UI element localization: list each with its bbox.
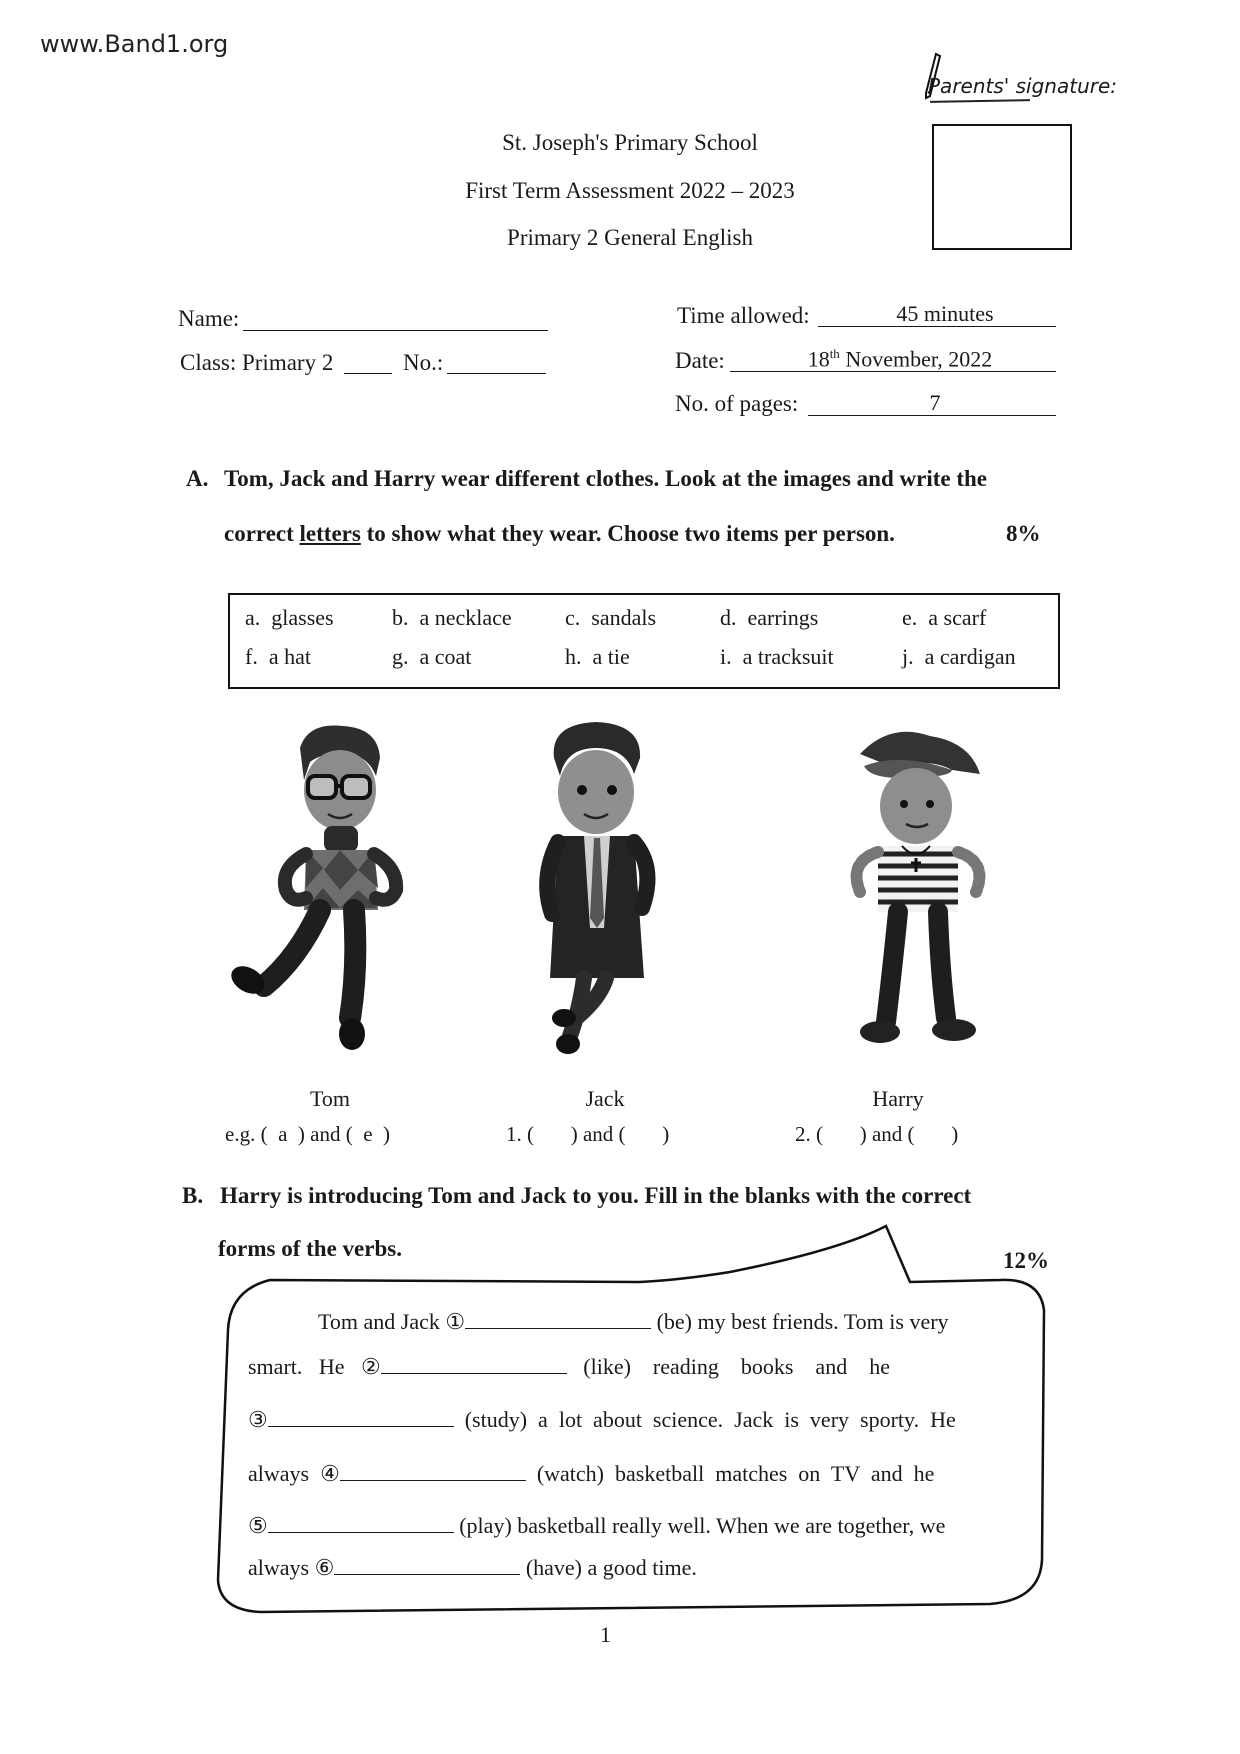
page-number: 1 [600, 1622, 611, 1647]
time-allowed-value: 45 minutes [896, 301, 994, 326]
word-option-c [565, 605, 656, 631]
answer-2-harry[interactable]: 2. ( ) and ( ) [795, 1122, 959, 1146]
watermark-url: www.Band1.org [40, 30, 229, 58]
bubble-line-3 [248, 1404, 956, 1433]
class-field[interactable] [344, 373, 392, 374]
word-option-d [720, 605, 818, 631]
bubble-line-6 [248, 1552, 697, 1581]
word-option-g [392, 644, 471, 670]
section-a-underlined-word: letters [299, 521, 361, 546]
blank-1-field[interactable] [465, 1306, 651, 1329]
section-a-marks: 8% [1006, 521, 1041, 546]
subject-title: Primary 2 General English [507, 225, 753, 250]
option-text: earrings [747, 605, 819, 630]
section-a-line2-pre: correct [224, 521, 300, 546]
jack-illustration [530, 718, 680, 1058]
section-b-letter: B. [182, 1183, 204, 1208]
option-text: a hat [268, 644, 311, 669]
school-name: St. Joseph's Primary School [502, 130, 758, 155]
parents-signature-label: Parents' signature: [928, 74, 1118, 98]
blank-2-field[interactable] [381, 1351, 567, 1374]
date-suffix: th [829, 346, 840, 361]
option-text: a necklace [419, 605, 512, 630]
option-text: sandals [591, 605, 657, 630]
signature-underline [930, 99, 1030, 103]
date-value [780, 346, 1020, 372]
line-4-start: always ④ [248, 1461, 340, 1486]
option-text: glasses [271, 605, 334, 630]
option-text: a tie [592, 644, 630, 669]
tom-illustration [228, 718, 418, 1058]
class-label: Class: Primary 2 [180, 350, 334, 375]
word-option-h [565, 644, 630, 670]
option-key: j. [902, 644, 914, 669]
line-5-end: (play) basketball really well. When we are together, we [453, 1513, 946, 1538]
option-key: d. [720, 605, 737, 630]
date-day: 18 [807, 346, 830, 372]
option-text: a tracksuit [742, 644, 834, 669]
blank-5-field[interactable] [268, 1510, 454, 1533]
date-month-year: November, 2022 [839, 346, 993, 372]
option-key: e. [902, 605, 918, 630]
option-key: h. [565, 644, 582, 669]
bubble-line-2 [248, 1351, 890, 1380]
pages-value: 7 [929, 390, 941, 415]
section-b-instruction-line1: Harry is introducing Tom and Jack to you. Fill in the blanks with the correct [220, 1183, 972, 1208]
assessment-title: First Term Assessment 2022 – 2023 [465, 178, 795, 203]
line-3-end: (study) a lot about science. Jack is very sporty. He [453, 1407, 956, 1432]
word-option-j [902, 644, 1016, 670]
blank-6-field[interactable] [334, 1552, 520, 1575]
name-label: Name: [178, 306, 240, 331]
option-key: c. [565, 605, 581, 630]
bubble-line-5 [248, 1510, 945, 1539]
section-b-marks: 12% [1003, 1248, 1049, 1273]
character-name-harry: Harry [872, 1086, 924, 1111]
number-field[interactable] [447, 373, 546, 374]
date-label: Date: [675, 348, 725, 373]
line-2-end: (like) reading books and he [566, 1354, 890, 1379]
word-option-f [245, 644, 311, 670]
section-a-letter: A. [186, 466, 209, 491]
option-text: a cardigan [924, 644, 1016, 669]
line-5-start: ⑤ [248, 1513, 268, 1538]
word-option-b [392, 605, 512, 631]
character-name-tom: Tom [309, 1086, 350, 1111]
line-3-start: ③ [248, 1407, 268, 1432]
pages-label: No. of pages: [675, 391, 799, 416]
section-a-line2-post: to show what they wear. Choose two items per person. [360, 521, 895, 546]
option-key: a. [245, 605, 261, 630]
character-name-jack: Jack [585, 1086, 625, 1111]
number-label: No.: [403, 350, 444, 375]
option-key: i. [720, 644, 732, 669]
answer-1-jack[interactable]: 1. ( ) and ( ) [506, 1122, 670, 1146]
option-text: a scarf [928, 605, 987, 630]
line-6-end: (have) a good time. [520, 1555, 697, 1580]
option-key: g. [392, 644, 409, 669]
line-6-start: always ⑥ [248, 1555, 335, 1580]
line-2-start: smart. He ② [248, 1354, 381, 1379]
section-b-instruction-line2: forms of the verbs. [218, 1236, 402, 1261]
word-box [228, 593, 1060, 689]
blank-4-field[interactable] [340, 1458, 526, 1481]
harry-illustration [820, 712, 1010, 1058]
time-allowed-label: Time allowed: [677, 303, 810, 328]
word-option-e [902, 605, 986, 631]
bubble-line-1 [318, 1306, 949, 1335]
name-field[interactable] [243, 330, 548, 331]
answer-example-tom: e.g. ( a ) and ( e ) [225, 1122, 391, 1146]
word-option-a [245, 605, 334, 631]
word-option-i [720, 644, 834, 670]
option-key: f. [245, 644, 258, 669]
line-1-end: (be) my best friends. Tom is very [651, 1309, 949, 1334]
section-a-instruction-line2 [224, 521, 895, 547]
bubble-line-4 [248, 1458, 934, 1487]
line-1-start: Tom and Jack ① [318, 1309, 466, 1334]
option-key: b. [392, 605, 409, 630]
section-a-instruction-line1: Tom, Jack and Harry wear different clothes. Look at the images and write the [224, 466, 987, 491]
line-4-end: (watch) basketball matches on TV and he [525, 1461, 935, 1486]
blank-3-field[interactable] [268, 1404, 454, 1427]
option-text: a coat [419, 644, 472, 669]
